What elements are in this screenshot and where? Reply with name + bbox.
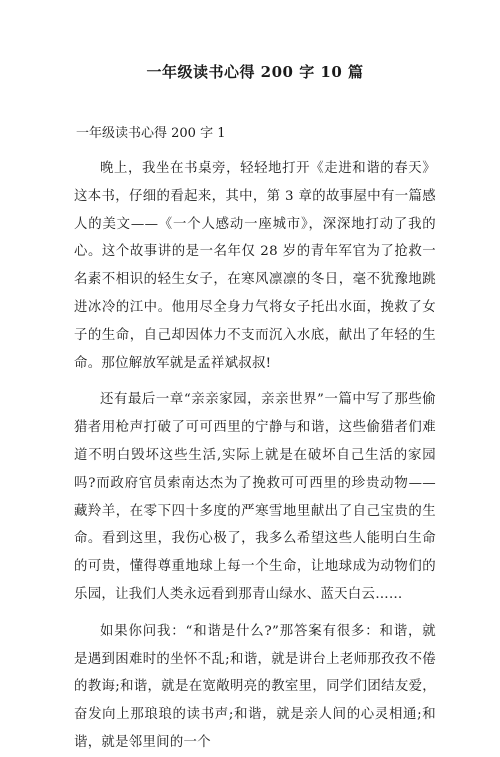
paragraph-3: 如果你问我：“和谐是什么?”那答案有很多：和谐，就是遇到困难时的坐怀不乱;和谐，就是讲台上老师那孜孜不倦的教诲;和谐，就是在宽敞明亮的教室里，同学们团结友爱，奋发向上那琅琅的读书声;和谐，就是亲人间的心灵相通;和谐，就是邻里间的一个 bbox=[74, 623, 436, 750]
paragraph-2: 还有最后一章“亲亲家园，亲亲世界”一篇中写了那些偷猎者用枪声打破了可可西里的宁静与和谐，这些偷猎者们难道不明白毁坏这些生活,实际上就是在破坏自己生活的家园吗?而政府官员索南达杰为了挽救可可西里的珍贵动物——藏羚羊，在零下四十多度的严寒雪地里献出了自己宝贵的生命。看到这里，我伤心极了，我多么希望这些人能明白生命的可贵，懂得尊重地球上每一个生命，让地球成为动物们的乐园，让我们人类永远看到那青山绿水、蓝天白云…… bbox=[74, 392, 436, 602]
paragraph-1: 晚上，我坐在书桌旁，轻轻地打开《走进和谐的春天》这本书，仔细的看起来，其中，第 3 章的故事屋中有一篇感人的美文——《一个人感动一座城市》，深深地打动了我的心。这个故事讲的是一名年仅 28 岁的青年军官为了抢救一名素不相识的轻生女子，在寒风凛凛的冬日，毫不犹豫地跳进冰冷的江中。他用尽全身力气将女子托出水面，挽救了女子的生命，自己却因体力不支而沉入水底，献出了年轻的生命。那位解放军就是孟祥斌叔叔! bbox=[74, 161, 436, 371]
section-heading: 一年级读书心得 200 字 1 bbox=[76, 126, 226, 141]
document-title: 一年级读书心得 200 字 10 篇 bbox=[146, 63, 364, 81]
